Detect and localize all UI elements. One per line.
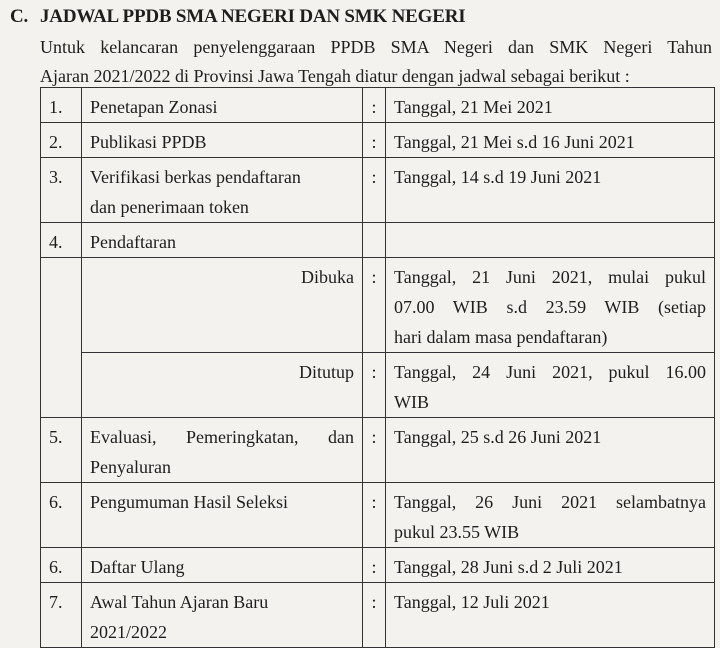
row-number: 1. [41,88,82,123]
value-line: hari dalam masa pendaftaran) [394,327,608,347]
value-line: Tanggal, 26 Juni 2021 selambatnya [394,492,706,512]
item-line: Verifikasi berkas pendaftaran [90,167,301,187]
row-number: 6. [41,548,82,583]
row-separator: : [363,548,386,583]
row-value [386,258,715,353]
value-line: Tanggal, 24 Juni 2021, pukul 16.00 [394,362,706,382]
row-separator: : [363,123,386,158]
row-separator [363,223,386,258]
table-row [41,548,715,583]
value-line: 07.00 WIB s.d 23.59 WIB (setiap [394,297,706,317]
row-value: Tanggal, 21 Mei 2021 [386,88,715,123]
row-item: Daftar Ulang [82,548,363,583]
row-item: Ditutup [82,353,363,418]
section-heading [10,6,465,28]
row-separator: : [363,583,386,648]
row-separator: : [363,158,386,223]
row-value [386,483,715,548]
row-separator: : [363,353,386,418]
table-row [41,123,715,158]
row-separator: : [363,483,386,548]
table-row [41,88,715,123]
table-row [41,418,715,483]
table-row [41,258,715,353]
row-separator: : [363,418,386,483]
item-line: Penyaluran [90,457,171,477]
row-separator: : [363,258,386,353]
row-item: Dibuka [82,258,363,353]
row-number: 2. [41,123,82,158]
row-item: Pengumuman Hasil Seleksi [82,483,363,548]
row-number: 7. [41,583,82,648]
intro-line-2: Ajaran 2021/2022 di Provinsi Jawa Tengah diatur dengan jadwal sebagai berikut : [40,66,630,86]
row-value [386,353,715,418]
intro-line-1: Untuk kelancaran penyelenggaraan PPDB SMA Negeri dan SMK Negeri Tahun [40,37,712,57]
row-value: Tanggal, 28 Juni s.d 2 Juli 2021 [386,548,715,583]
schedule-table [40,87,715,648]
item-line: dan penerimaan token [90,197,249,217]
row-item: Penetapan Zonasi [82,88,363,123]
row-number: 6. [41,483,82,548]
table-row [41,223,715,258]
row-number [41,258,82,418]
row-value [386,223,715,258]
table-row [41,158,715,223]
value-line: pukul 23.55 WIB [394,522,520,542]
row-value: Tanggal, 25 s.d 26 Juni 2021 [386,418,715,483]
row-item [82,158,363,223]
table-row [41,353,715,418]
item-line: Evaluasi, Pemeringkatan, dan [90,427,354,447]
row-item [82,583,363,648]
row-number: 4. [41,223,82,258]
row-item: Publikasi PPDB [82,123,363,158]
row-number: 3. [41,158,82,223]
section-letter: C. [10,6,29,27]
table-row [41,583,715,648]
row-number: 5. [41,418,82,483]
row-value: Tanggal, 14 s.d 19 Juni 2021 [386,158,715,223]
row-value: Tanggal, 21 Mei s.d 16 Juni 2021 [386,123,715,158]
row-item: Pendaftaran [82,223,363,258]
section-title: JADWAL PPDB SMA NEGERI DAN SMK NEGERI [40,6,466,27]
value-line: WIB [394,392,429,412]
item-line: 2021/2022 [90,622,168,642]
row-separator: : [363,88,386,123]
row-value: Tanggal, 12 Juli 2021 [386,583,715,648]
value-line: Tanggal, 21 Juni 2021, mulai pukul [394,267,706,287]
table-row [41,483,715,548]
item-line: Awal Tahun Ajaran Baru [90,592,269,612]
row-item [82,418,363,483]
